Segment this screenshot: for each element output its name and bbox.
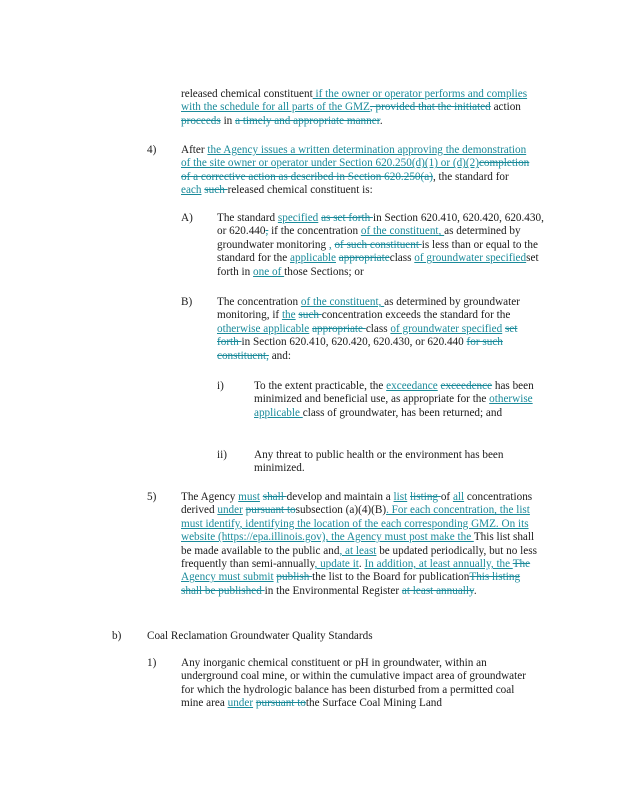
deleted-text: such <box>204 184 228 197</box>
inserted-text: Agency must submit <box>181 571 274 584</box>
text: set forth in <box>217 252 539 278</box>
text: in Section 620.410, 620.420, 620.430, or 620.440 <box>217 212 544 238</box>
deleted-text: proceeds <box>181 114 221 127</box>
continuation-paragraph <box>181 88 529 128</box>
text: in the Environmental Register <box>264 584 402 597</box>
section-b-title: Coal Reclamation Groundwater Quality Standards <box>147 630 373 642</box>
inserted-text: must <box>238 491 260 503</box>
inserted-text: applicable <box>290 252 336 265</box>
inserted-text: all <box>452 491 465 503</box>
inserted-text: the Agency issues a written determination approving the demonstration of the site owner or operator under Section 620.250(d)(1) or (d)(2) <box>181 144 527 170</box>
deleted-text: This listing shall be published <box>181 571 521 597</box>
inserted-text: of groundwater specified <box>390 322 503 335</box>
deleted-text: , provided that the initiated <box>369 101 491 114</box>
text: subsection (a)(4)(B) <box>295 504 387 517</box>
text: in <box>220 114 236 127</box>
deleted-text: The <box>512 558 531 571</box>
deleted-text: completion of a corrective action as described in Section 620.250(a) <box>181 157 530 183</box>
text: is less than or equal to the standard for the <box>217 238 538 265</box>
text: those Sections; or <box>284 265 364 278</box>
inserted-text: , identifying the location of the each corresponding GMZ. On its website (https://epa.illinois.gov), the Agency must post make the <box>181 517 529 544</box>
text: of <box>440 491 453 503</box>
text: and: <box>268 349 291 362</box>
inserted-text: under <box>227 697 254 710</box>
section-b-number: b) <box>112 630 122 642</box>
text: class <box>389 252 415 265</box>
text: The Agency <box>181 491 239 503</box>
text: , the standard for <box>432 170 509 183</box>
text: Any threat to public health or the environment has been minimized. <box>254 449 504 475</box>
deleted-text: publish <box>276 571 313 584</box>
item-b-number: B) <box>181 296 193 308</box>
item-i-number: i) <box>217 380 224 392</box>
text: This list shall be made available to the public and <box>181 531 535 557</box>
inserted-text: exceedance <box>386 380 438 392</box>
inserted-text: each <box>181 184 202 197</box>
inserted-text: of groundwater specified <box>414 252 527 265</box>
text: if the concentration <box>268 225 361 238</box>
item-a-paragraph <box>217 212 547 279</box>
text: . <box>473 584 477 597</box>
text: After <box>181 144 208 156</box>
text: concentration exceeds the standard for the <box>321 309 511 322</box>
inserted-text: . For each concentration, the list must identify <box>181 504 530 530</box>
deleted-text: listing <box>410 491 441 503</box>
inserted-text: the <box>281 309 296 322</box>
item-ii-number: ii) <box>217 449 227 461</box>
inserted-text: In addition, at least annually, the <box>364 558 513 571</box>
deleted-text: pursuant to <box>245 504 296 517</box>
text: as determined by groundwater monitoring, if <box>217 296 520 322</box>
item-b-paragraph <box>217 296 522 363</box>
inserted-text: list <box>393 491 408 503</box>
deleted-text: appropriate <box>338 252 390 265</box>
text: class <box>365 322 391 335</box>
text: in Section 620.410, 620.420, 620.430, or 620.440 <box>241 336 467 349</box>
text: The standard <box>217 212 278 224</box>
text: The concentration <box>217 296 301 308</box>
text: concentrations derived <box>181 491 533 517</box>
deleted-text: pursuant to <box>255 697 306 710</box>
text: released chemical constituent <box>181 88 313 100</box>
text: develop and maintain a <box>286 491 394 503</box>
text: class of groundwater, has been returned; and <box>302 406 503 419</box>
deleted-text: at least annually <box>401 584 474 597</box>
inserted-text: specified <box>277 212 319 224</box>
deleted-text: , <box>265 225 269 238</box>
item-b1-paragraph <box>181 657 537 711</box>
inserted-text: , at least <box>339 544 377 557</box>
item-4-paragraph <box>181 144 531 198</box>
deleted-text: shall <box>262 491 287 503</box>
inserted-text: of the constituent, <box>360 225 445 238</box>
inserted-text: , update it <box>314 558 359 571</box>
deleted-text: set forth <box>217 322 518 349</box>
inserted-text: otherwise applicable <box>217 322 310 335</box>
deleted-text: of such constituent <box>334 238 422 251</box>
text: the list to the Board for publication <box>312 571 470 584</box>
deleted-text: for such constituent, <box>217 336 503 362</box>
item-5-paragraph <box>181 491 537 598</box>
text: . <box>379 114 383 127</box>
inserted-text: if the owner or operator performs and complies with the schedule for all parts of the GMZ <box>181 88 528 114</box>
item-a-number: A) <box>181 212 193 224</box>
text: Any inorganic chemical constituent or pH in groundwater, within an underground coal mine, or within the cumulative impact area of groundwater for which the hydrologic balance has been disturbed from a permitted coal mine area <box>181 657 526 710</box>
item-ii-paragraph <box>254 449 540 476</box>
text: action <box>490 101 521 114</box>
text: released chemical constituent is: <box>227 184 373 197</box>
inserted-text: otherwise applicable <box>254 393 533 419</box>
text: as determined by groundwater monitoring <box>217 225 521 251</box>
item-5-number: 5) <box>147 491 157 503</box>
inserted-text: one of <box>253 265 285 278</box>
text: . <box>358 558 365 571</box>
section-b-heading <box>147 630 527 643</box>
deleted-text: exceedence <box>440 380 493 392</box>
inserted-text: , <box>328 238 332 251</box>
inserted-text: under <box>217 504 243 517</box>
deleted-text: a timely and appropriate manner <box>235 114 380 127</box>
item-i-paragraph <box>254 380 540 420</box>
text: the Surface Coal Mining Land <box>305 697 442 710</box>
deleted-text: such <box>298 309 322 322</box>
inserted-text: of the constituent, <box>300 296 385 308</box>
deleted-text: as set forth <box>321 212 373 224</box>
text: To the extent practicable, the <box>254 380 387 392</box>
deleted-text: appropriate <box>312 322 366 335</box>
text: be updated periodically, but no less frequently than semi-annually <box>181 544 537 571</box>
text: has been minimized and beneficial use, as appropriate for the <box>254 380 534 406</box>
item-b1-number: 1) <box>147 657 157 669</box>
item-4-number: 4) <box>147 144 157 156</box>
